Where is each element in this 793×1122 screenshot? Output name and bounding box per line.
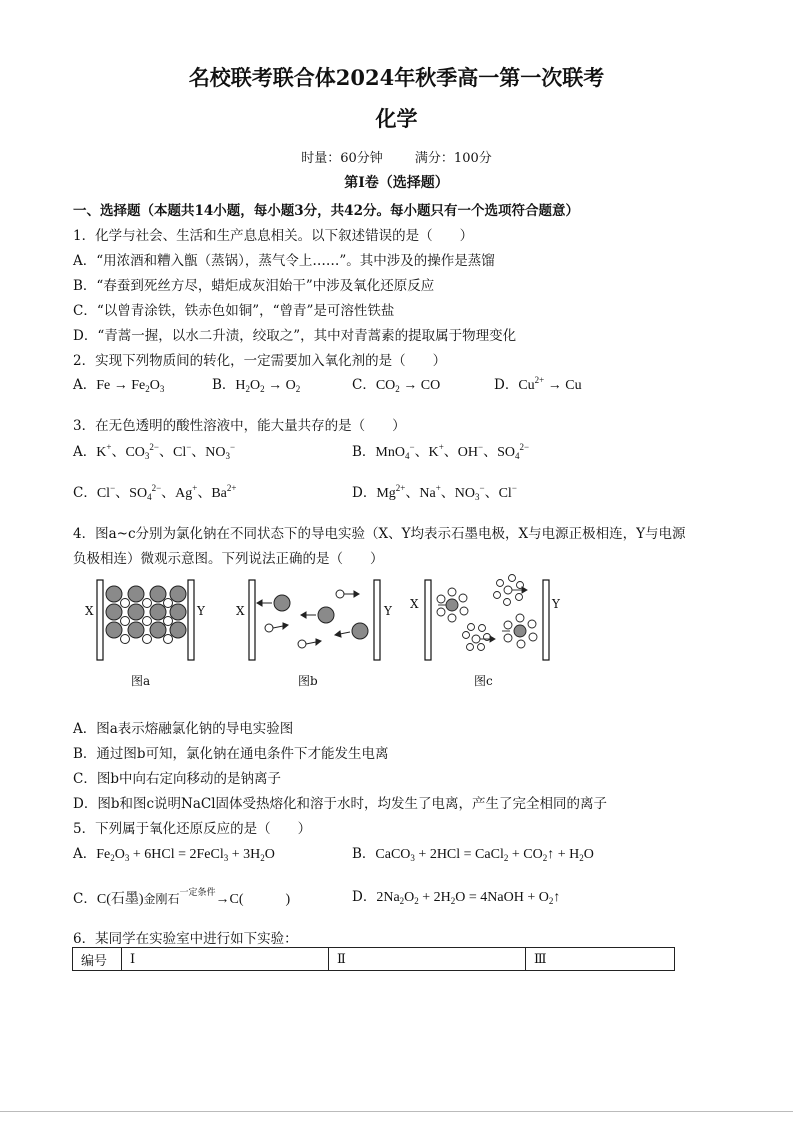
q3-option-a: A．K+、$CO_3^{2-}$、Cl−、$NO_3^-$ bbox=[73, 442, 236, 461]
q2-stem: 2．实现下列物质间的转化，一定需要加入氧化剂的是（ ） bbox=[73, 353, 447, 369]
table-header-cell: Ⅲ bbox=[526, 948, 675, 971]
fig-b-caption: 图b bbox=[298, 674, 318, 688]
q6-table bbox=[72, 947, 675, 971]
section-heading: 一、选择题（本题共14小题，每小题3分，共42分。每小题只有一个选项符合题意） bbox=[73, 203, 579, 219]
option-letter: D． bbox=[352, 889, 377, 905]
electrode-x-plate bbox=[425, 580, 431, 660]
figure-a-diagram bbox=[80, 572, 210, 667]
q2-option-c: C．$CO_2$ → CO bbox=[352, 377, 441, 394]
figure-b-diagram bbox=[234, 572, 394, 667]
q1-option-c: C．“以曾青涂铁，铁赤色如铜”，“曾青”是可溶性铁盐 bbox=[73, 303, 395, 319]
electrode-x-plate bbox=[97, 580, 103, 660]
q4-stem-line1: 4．图a~c分别为氯化钠在不同状态下的导电实验（X、Y均表示石墨电极，X与电源正极相连，Y与电源 bbox=[73, 526, 686, 542]
option-letter: C． bbox=[352, 377, 376, 393]
exam-title: 名校联考联合体2024年秋季高一第一次联考 bbox=[188, 65, 605, 90]
q4-option-b: B．通过图b可知，氯化钠在通电条件下才能发生电离 bbox=[73, 746, 389, 762]
fig-c-x-label: X bbox=[410, 597, 419, 611]
option-letter: C． bbox=[73, 485, 97, 501]
option-letter: B． bbox=[352, 444, 376, 460]
q2-option-d: D．$Cu^{2+} \to Cu$ bbox=[494, 375, 582, 393]
full-score: 满分：100分 bbox=[414, 151, 492, 166]
electrode-y-plate bbox=[374, 580, 380, 660]
table-header-cell: 编号 bbox=[73, 948, 122, 971]
q1-option-b: B．“春蚕到死丝方尽，蜡炬成灰泪始干”中涉及氧化还原反应 bbox=[73, 278, 435, 294]
q3-option-d: D．$Mg^{2+}$、Na+、$NO_3^-$、Cl− bbox=[352, 483, 517, 502]
q1-option-d: D．“青蒿一握，以水二升渍，绞取之”，其中对青蒿素的提取属于物理变化 bbox=[73, 328, 517, 344]
table-row bbox=[73, 948, 675, 971]
q2-option-a: A．$Fe \to Fe_2O_3$ bbox=[73, 377, 165, 394]
fig-c-caption: 图c bbox=[474, 674, 493, 688]
option-letter: C． bbox=[73, 891, 97, 907]
fig-b-y-label: Y bbox=[384, 604, 392, 618]
electrode-y-plate bbox=[543, 580, 549, 660]
q4-stem-line2: 负极相连）微观示意图。下列说法正确的是（ ） bbox=[73, 551, 384, 567]
figure-c-diagram bbox=[408, 565, 558, 670]
option-letter: D． bbox=[494, 377, 519, 393]
q4-option-a: A．图a表示熔融氯化钠的导电实验图 bbox=[73, 721, 294, 737]
q6-stem: 6．某同学在实验室中进行如下实验： bbox=[73, 931, 298, 947]
fig-c-y-label: Y bbox=[552, 597, 560, 611]
diamond-label: 金刚石 bbox=[143, 892, 180, 906]
table-header-cell: Ⅰ bbox=[122, 948, 329, 971]
q4-option-d: D．图b和图c说明NaCl固体受热熔化和溶于水时，均发生了电离，产生了完全相同的离子 bbox=[73, 796, 608, 812]
q3-option-b: B．MnO$_4$−、K+、OH−、$SO_4^{2-}$ bbox=[352, 442, 530, 461]
q3-option-c: C．Cl−、$SO_4^{2-}$、Ag+、$Ba^{2+}$ bbox=[73, 483, 237, 502]
q5-option-b: B．CaCO$_3$ + 2HCl = CaCl$_2$ + $CO_2↑ + H_2O$ bbox=[352, 846, 594, 863]
q1-stem: 1．化学与社会、生活和生产息息相关。以下叙述错误的是（ ） bbox=[73, 228, 474, 244]
table-header-cell: Ⅱ bbox=[329, 948, 526, 971]
exam-meta bbox=[0, 147, 793, 166]
q5-option-c: C．C(石墨)金刚石$^{一定条件}$→C( ) bbox=[73, 887, 291, 907]
graphite-label: (石墨) bbox=[106, 892, 144, 907]
fig-b-x-label: X bbox=[236, 604, 245, 618]
option-letter: B． bbox=[212, 377, 236, 393]
nacl-lattice bbox=[106, 586, 186, 644]
q3-stem: 3．在无色透明的酸性溶液中，能大量共存的是（ ） bbox=[73, 418, 406, 434]
option-letter: A． bbox=[73, 444, 97, 460]
subject-title: 化学 bbox=[375, 106, 418, 131]
page-bottom-rule bbox=[0, 1111, 793, 1112]
time-limit: 时量：60分钟 bbox=[301, 151, 383, 166]
q2-option-b: B．$H_2O_2 \to O_2$ bbox=[212, 377, 301, 394]
q1-option-a: A．“用浓酒和糟入甑（蒸锅），蒸气令上……”。其中涉及的操作是蒸馏 bbox=[73, 253, 495, 269]
fig-a-caption: 图a bbox=[131, 674, 151, 688]
q5-stem: 5．下列属于氧化还原反应的是（ ） bbox=[73, 821, 312, 837]
q5-option-d: D．$2Na_2O_2 + 2H_2O$ = 4NaOH + $O_2↑$ bbox=[352, 889, 561, 906]
fig-a-y-label: Y bbox=[197, 604, 205, 618]
free-ions bbox=[257, 590, 368, 648]
electrode-y-plate bbox=[188, 580, 194, 660]
option-letter: A． bbox=[73, 846, 97, 862]
q4-option-c: C．图b中向右定向移动的是钠离子 bbox=[73, 771, 281, 787]
electrode-x-plate bbox=[249, 580, 255, 660]
option-letter: A． bbox=[73, 377, 97, 393]
q5-option-a: A．$Fe_2O_3 + 6HCl$ = 2FeCl$_3$ + $3H_2O$ bbox=[73, 846, 275, 863]
hydrated-ions bbox=[437, 575, 537, 651]
option-letter: D． bbox=[352, 485, 377, 501]
fig-a-x-label: X bbox=[85, 604, 94, 618]
volume-title: 第Ⅰ卷（选择题） bbox=[344, 175, 449, 191]
option-letter: B． bbox=[352, 846, 376, 862]
